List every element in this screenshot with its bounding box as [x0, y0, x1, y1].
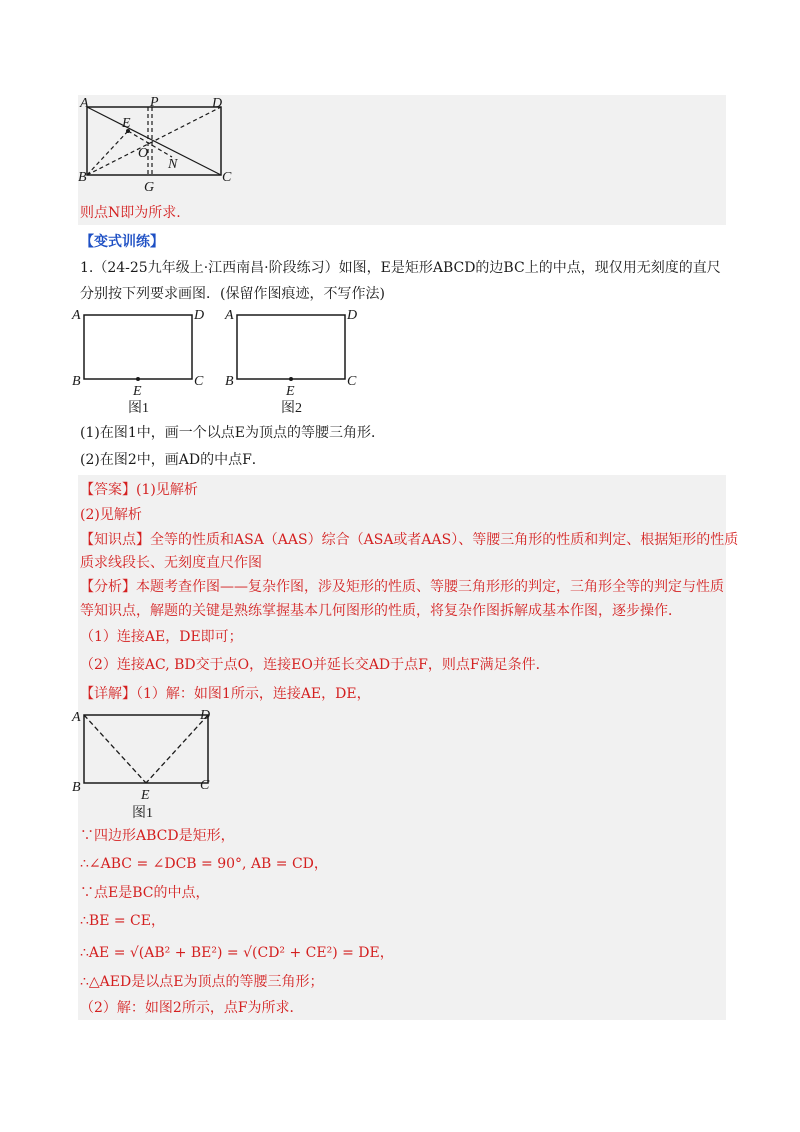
- detail-fig-label-E: E: [141, 788, 150, 803]
- detail-fig-label-B: B: [72, 780, 81, 795]
- label-N: N: [168, 157, 178, 172]
- answer-line-1: 【答案】(1)见解析: [80, 482, 198, 498]
- question-1: (1)在图1中，画一个以点E为顶点的等腰三角形．: [80, 425, 385, 441]
- fig2-caption: 图2: [281, 401, 302, 416]
- detail-step-3: ∵点E是BC的中点，: [80, 885, 210, 901]
- question-2: (2)在图2中，画AD的中点F．: [80, 452, 266, 468]
- fig2-label-B: B: [225, 374, 234, 389]
- analysis-line-4: （2）连接AC, BD交于点O，连接EO并延长交AD于点F，则点F满足条件．: [80, 657, 550, 673]
- fig2-label-A: A: [225, 308, 234, 323]
- knowledge-line-2: 质求线段长、无刻度直尺作图: [80, 555, 262, 571]
- detail-step-6: ∴△AED是以点E为顶点的等腰三角形；: [80, 974, 324, 990]
- fig2-label-E: E: [286, 384, 295, 399]
- detail-step-2: ∴∠ABC = ∠DCB = 90°, AB = CD，: [80, 856, 328, 872]
- label-C: C: [222, 170, 232, 185]
- analysis-line-3: （1）连接AE，DE即可；: [80, 629, 243, 645]
- detail-fig-label-C: C: [200, 778, 210, 793]
- problem-figure-2: [223, 305, 373, 417]
- detail-fig-label-A: A: [72, 710, 81, 725]
- label-E: E: [122, 116, 131, 131]
- fig1-label-D: D: [194, 308, 205, 323]
- knowledge-line-1: 【知识点】全等的性质和ASA（AAS）综合（ASA或者AAS）、等腰三角形的性质和判定、根据矩形的性质: [80, 532, 739, 548]
- analysis-line-2: 等知识点，解题的关键是熟练掌握基本几何图形的性质，将复杂作图拆解成基本作图，逐步操作．: [80, 603, 682, 619]
- fig1-label-C: C: [194, 374, 204, 389]
- detail-fig-caption: 图1: [132, 806, 153, 821]
- label-P: P: [150, 95, 159, 110]
- label-G: G: [144, 180, 155, 195]
- analysis-line-1: 【分析】本题考查作图——复杂作图，涉及矩形的性质、等腰三角形形的判定，三角形全等的判定与性质: [80, 579, 724, 595]
- fig1-label-B: B: [72, 374, 81, 389]
- label-D: D: [212, 96, 223, 111]
- detail-step-4: ∴BE = CE，: [80, 913, 165, 929]
- problem-line-1: 1.（24-25九年级上·江西南昌·阶段练习）如图，E是矩形ABCD的边BC上的中点，现仅用无刻度的直尺: [80, 260, 721, 276]
- label-B: B: [78, 170, 87, 185]
- detail-step-5: ∴AE = √(AB² + BE²) = √(CD² + CE²) = DE，: [80, 945, 394, 961]
- section-title: 【变式训练】: [80, 234, 164, 250]
- detail-step-7: （2）解：如图2所示，点F为所求．: [80, 1000, 304, 1016]
- problem-line-2: 分别按下列要求画图．(保留作图痕迹，不写作法): [80, 286, 385, 302]
- answer-line-2: (2)见解析: [80, 507, 142, 523]
- fig1-caption: 图1: [128, 401, 149, 416]
- detail-figure-1: [70, 705, 220, 825]
- detail-line-1: 【详解】（1）解：如图1所示，连接AE，DE，: [80, 686, 371, 702]
- top-conclusion: 则点N即为所求.: [80, 205, 181, 221]
- problem-figure-1: [70, 305, 220, 417]
- fig1-label-A: A: [72, 308, 81, 323]
- top-rectangle-figure: [78, 95, 238, 200]
- fig2-label-D: D: [347, 308, 358, 323]
- detail-step-1: ∵四边形ABCD是矩形，: [80, 828, 235, 844]
- label-O: O: [138, 146, 149, 161]
- fig1-label-E: E: [133, 384, 142, 399]
- fig2-label-C: C: [347, 374, 357, 389]
- detail-fig-label-D: D: [200, 708, 211, 723]
- label-A: A: [80, 96, 89, 111]
